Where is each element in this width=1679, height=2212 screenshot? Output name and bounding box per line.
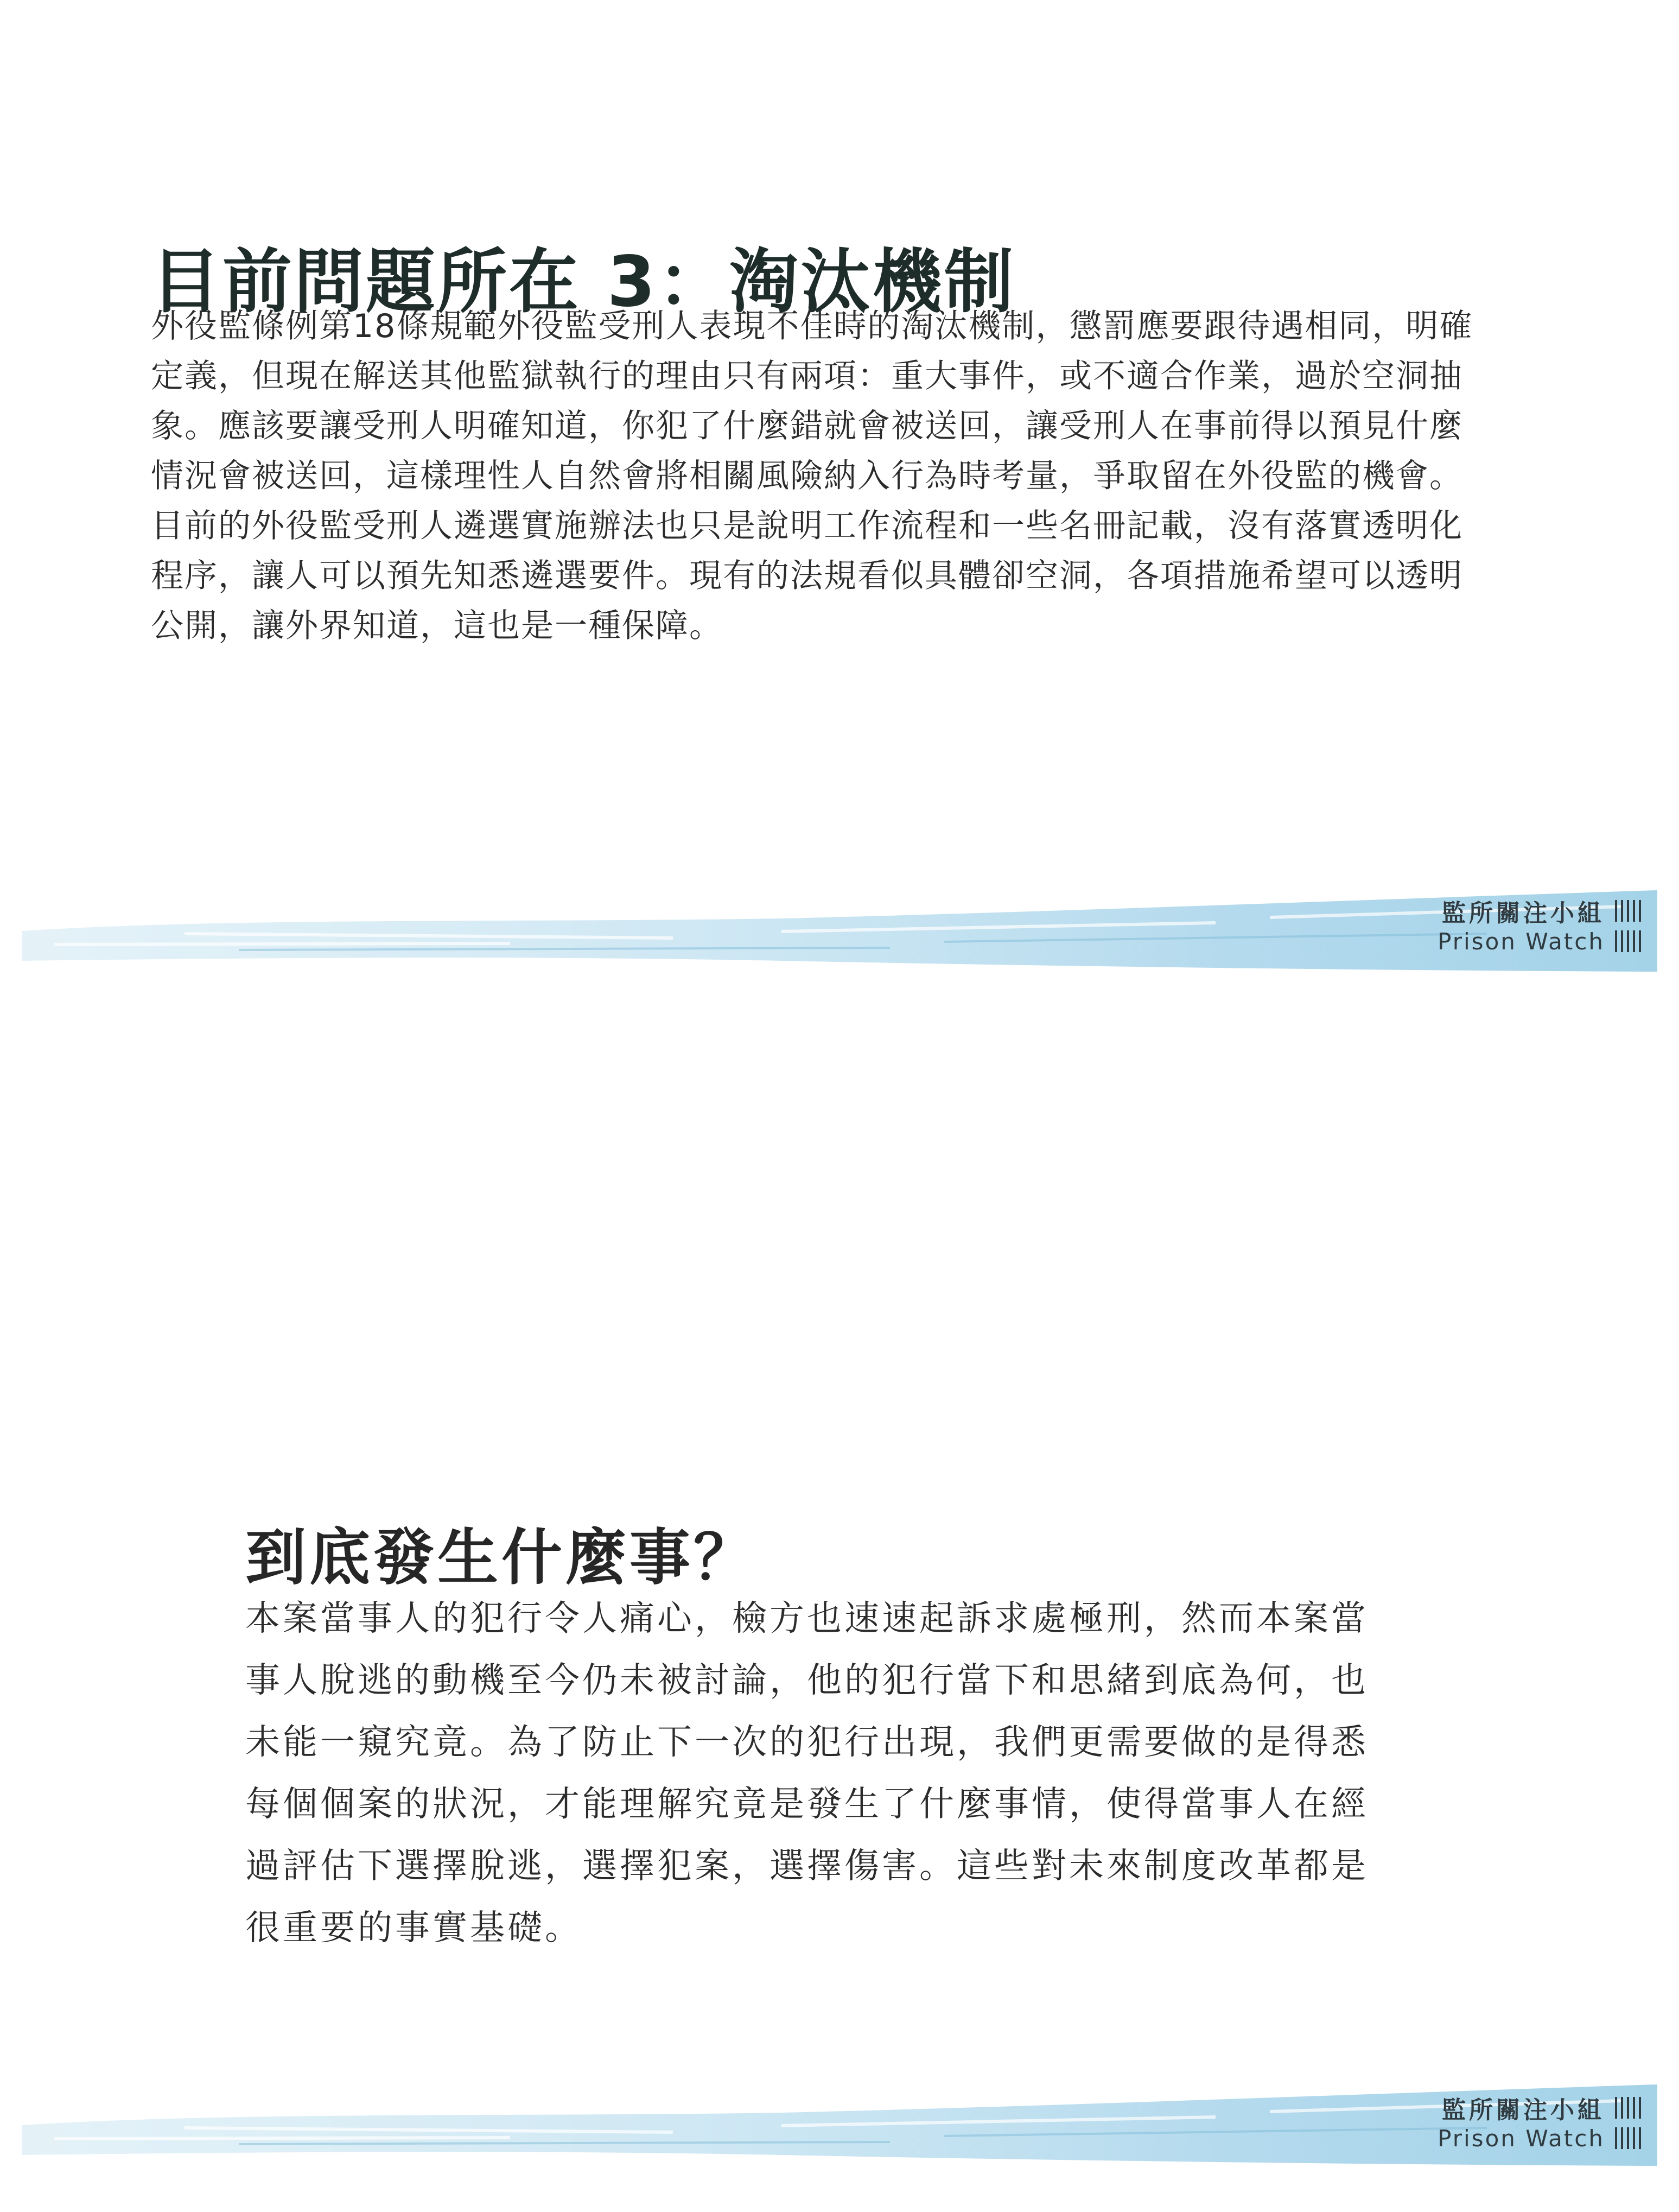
body-line: 每個個案的狀況，才能理解究竟是發生了什麼事情，使得當事人在經 bbox=[245, 1784, 1369, 1824]
body-line: 定義，但現在解送其他監獄執行的理由只有兩項：重大事件，或不適合作業，過於空洞抽 bbox=[151, 357, 1463, 395]
body-line: 目前的外役監受刑人遴選實施辦法也只是說明工作流程和一些名冊記載，沒有落實透明化 bbox=[151, 507, 1463, 545]
logo-bars-icon bbox=[1611, 930, 1641, 952]
body-line: 事人脫逃的動機至今仍未被討論，他的犯行當下和思緒到底為何，也 bbox=[245, 1660, 1369, 1701]
body-line: 很重要的事實基礎。 bbox=[245, 1908, 582, 1948]
body-line: 象。應該要讓受刑人明確知道，你犯了什麼錯就會被送回，讓受刑人在事前得以預見什麼 bbox=[151, 407, 1463, 445]
logo-bars-icon bbox=[1611, 2127, 1641, 2149]
body-line: 程序，讓人可以預先知悉遴選要件。現有的法規看似具體卻空洞，各項措施希望可以透明 bbox=[151, 557, 1463, 595]
prison-watch-logo bbox=[1438, 2093, 1641, 2153]
slide-what-happened bbox=[0, 1086, 1679, 2212]
logo-bars-icon bbox=[1611, 2097, 1641, 2119]
body-line: 過評估下選擇脫逃，選擇犯案，選擇傷害。這些對未來制度改革都是 bbox=[245, 1846, 1369, 1886]
slide-elimination-mechanism bbox=[0, 0, 1679, 977]
prison-watch-logo bbox=[1438, 896, 1641, 956]
slide-title: 到底發生什麼事？ bbox=[245, 1523, 758, 1594]
body-line: 公開，讓外界知道，這也是一種保障。 bbox=[151, 607, 723, 645]
slide-title: 目前問題所在 3：淘汰機制 bbox=[151, 241, 1016, 322]
slide-body bbox=[151, 301, 1497, 651]
body-line: 情況會被送回，這樣理性人自然會將相關風險納入行為時考量，爭取留在外役監的機會。 bbox=[151, 457, 1463, 495]
logo-text-en: Prison Watch bbox=[1438, 928, 1605, 955]
logo-text-zh: 監所關注小組 bbox=[1442, 899, 1605, 927]
slide-body bbox=[245, 1588, 1493, 1959]
watercolor-brush-stroke bbox=[22, 879, 1657, 972]
logo-text-zh: 監所關注小組 bbox=[1442, 2096, 1605, 2124]
logo-text-en: Prison Watch bbox=[1438, 2125, 1605, 2152]
logo-bars-icon bbox=[1611, 900, 1641, 922]
body-line: 本案當事人的犯行令人痛心，檢方也速速起訴求處極刑，然而本案當 bbox=[245, 1599, 1369, 1639]
body-line: 外役監條例第18條規範外役監受刑人表現不佳時的淘汰機制，懲罰應要跟待遇相同，明確 bbox=[151, 307, 1473, 345]
body-line: 未能一窺究竟。為了防止下一次的犯行出現，我們更需要做的是得悉 bbox=[245, 1722, 1369, 1763]
watercolor-brush-stroke bbox=[22, 2074, 1657, 2166]
